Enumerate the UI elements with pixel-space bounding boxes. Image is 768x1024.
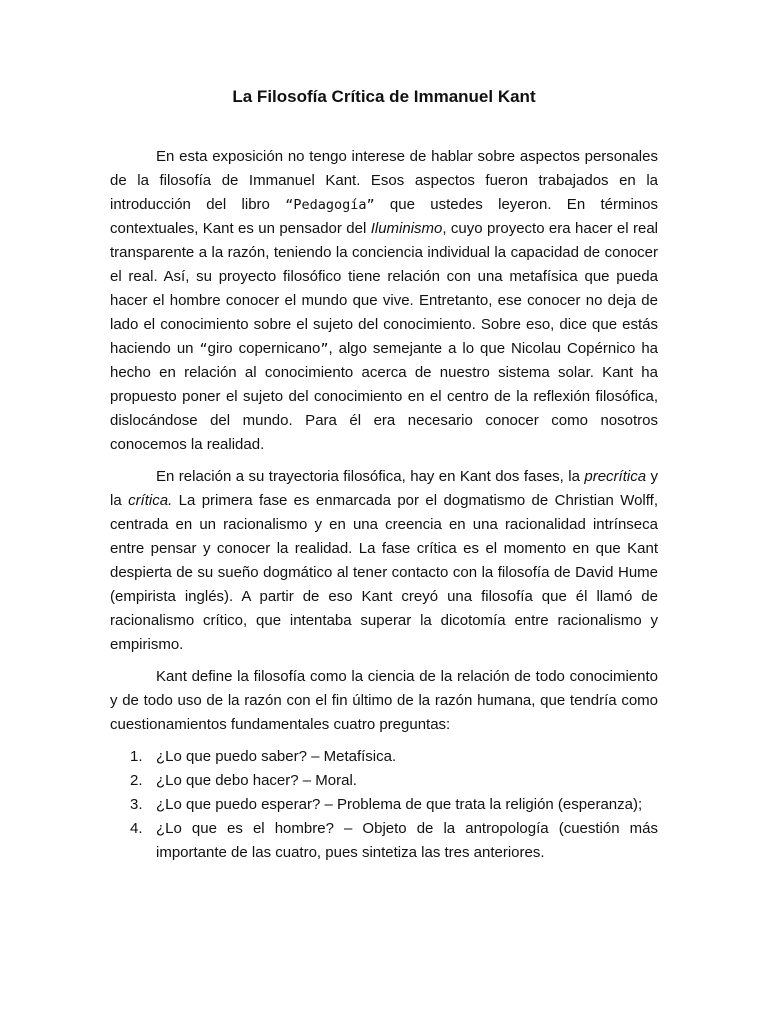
document-body — [110, 145, 658, 865]
list-number: 1. — [130, 748, 143, 765]
paragraph-text: La primera fase es enmarcada por el dogmatismo de Christian Wolff, centrada en un racionalismo y en una creencia en una racionalidad intrínseca entre pensar y conocer la realidad. La fase crítica es el momento en que Kant despierta de su sueño dogmático al tener contacto con la filosofía de David Hume (empirista inglés). A partir de eso Kant creyó una filosofía que él llamó de racionalismo crítico, que intentaba superar la dicotomía entre racionalismo y empirismo. — [110, 492, 658, 653]
list-number: 3. — [130, 796, 143, 813]
paragraph-definition: Kant define la filosofía como la ciencia de la relación de todo conocimiento y de todo uso de la razón con el fin último de la razón humana, que tendría como cuestionamientos fundamentales cuatro preguntas: — [110, 668, 658, 733]
italic-term: Iluminismo — [370, 220, 443, 237]
list-item — [110, 793, 658, 817]
list-item — [110, 769, 658, 793]
list-text: ¿Lo que es el hombre? – Objeto de la antropología (cuestión más importante de las cuatro, pues sintetiza las tres anteriores. — [156, 820, 658, 861]
italic-term: crítica. — [128, 492, 173, 509]
quoted-phrase: giro copernicano — [207, 340, 321, 357]
list-item — [110, 817, 658, 865]
list-text: ¿Lo que debo hacer? – Moral. — [156, 772, 357, 789]
paragraph-introduction — [110, 145, 658, 457]
quote-close: ” — [320, 341, 329, 357]
questions-list — [110, 745, 658, 865]
paragraph-text: En relación a su trayectoria filosófica, hay en Kant dos fases, la — [156, 468, 585, 485]
italic-term: precrítica — [584, 468, 647, 485]
list-number: 2. — [130, 772, 143, 789]
document-title: La Filosofía Crítica de Immanuel Kant — [232, 87, 536, 106]
list-number: 4. — [130, 820, 143, 837]
paragraph-text: , algo semejante a lo que Nicolau Copérnico ha hecho en relación al conocimiento acerca de nuestro sistema solar. Kant ha propuesto poner el sujeto del conocimiento en el centro de la reflexión filosófica, dislocándose del mundo. Para él era necesario conocer como nosotros conocemos la realidad. — [110, 340, 659, 453]
quote-open: “ — [199, 341, 208, 357]
paragraph-text: En esta exposición no tengo interese de hablar sobre aspectos personales de la filosofía de Immanuel Kant. Esos aspectos fueron trabajados en la introducción del libro — [110, 148, 658, 213]
book-title: “Pedagogía” — [285, 197, 375, 213]
paragraph-text: , cuyo proyecto era hacer el real transparente a la razón, teniendo la conciencia individual la capacidad de conocer el real. Así, su proyecto filosófico tiene relación con una metafísica que pueda hacer el hombre conocer el mundo que vive. Entretanto, ese conocer no deja de lado el conocimiento sobre el sujeto del conocimiento. Sobre eso, dice que estás haciendo un — [110, 220, 658, 357]
list-item — [110, 745, 658, 769]
list-text: ¿Lo que puedo saber? – Metafísica. — [156, 748, 397, 765]
list-text: ¿Lo que puedo esperar? – Problema de que trata la religión (esperanza); — [156, 796, 643, 813]
paragraph-text: y la — [110, 468, 658, 509]
paragraph-trajectory — [110, 465, 658, 657]
paragraph-text: que ustedes leyeron. En términos contextuales, Kant es un pensador del — [110, 196, 658, 237]
